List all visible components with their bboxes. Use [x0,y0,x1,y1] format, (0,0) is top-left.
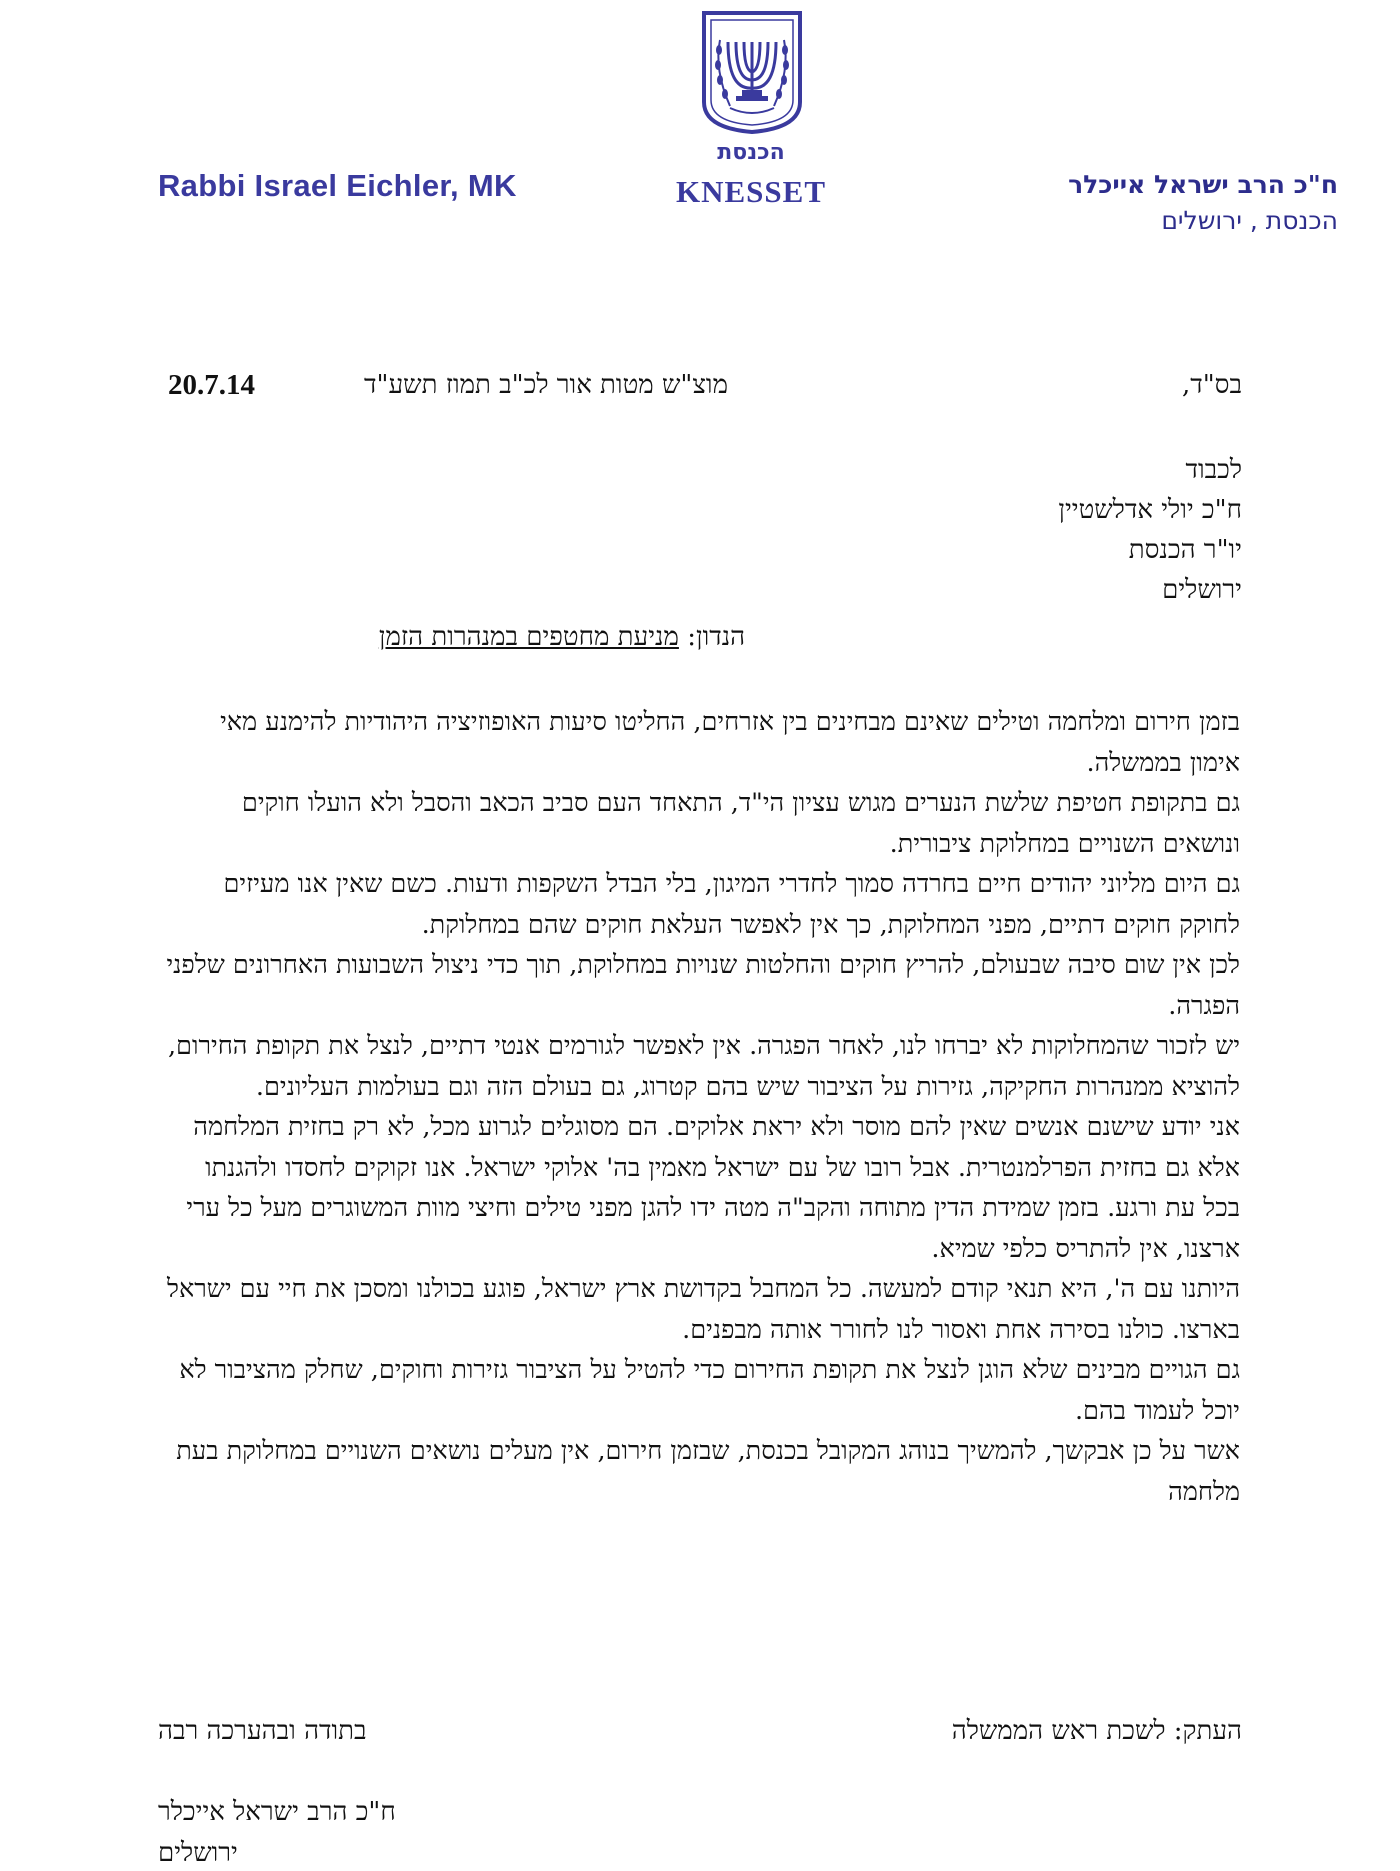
subject-text: מניעת מחטפים במנהרות הזמן [378,622,679,652]
recipient-block [1058,450,1242,610]
letterhead-english-name: Rabbi Israel Eichler, MK [158,168,517,203]
body-paragraph: גם הגויים מבינים שלא הוגן לנצל את תקופת החירום כדי להטיל על הציבור גזירות וחוקים, שחלק מהציבור לא יוכל לעמוד בהם. [179,1355,1240,1426]
recipient-line: יו"ר הכנסת [1128,535,1242,565]
copy-to-line: העתק: לשכת ראש הממשלה [951,1716,1242,1746]
hebrew-date: מוצ"ש מטות אור לכ"ב תמוז תשע"ד [364,370,728,400]
menorah-emblem-icon [700,10,804,135]
subject-label: הנדון: [687,622,746,652]
bsd-mark: בס"ד, [1181,370,1242,400]
letter-body [165,702,1240,1512]
letterhead-hebrew-name: ח"כ הרב ישראל אייכלר [1068,170,1338,199]
signature-name: ח"כ הרב ישראל אייכלר [158,1797,396,1827]
body-paragraph: בזמן חירום ומלחמה וטילים שאינם מבחינים בין אזרחים, החליטו סיעות האופוזיציה היהודיות להימנע מאי אימון בממשלה. [220,707,1240,778]
body-paragraph: אני יודע שישנם אנשים שאין להם מוסר ולא יראת אלוקים. הם מסוגלים לגרוע מכל, לא רק בחזית המלחמה אלא גם בחזית הפרלמנטרית. אבל רובו של עם ישראל מאמין בה' אלוקי ישראל. אנו זקוקים לחסדו ולהגנתו בכל עת ורגע. בזמן שמידת הדין מתוחה והקב"ה מטה ידו להגן מפני טילים וחיצי מוות המשוגרים מעל כל ערי ארצנו, אין להתריס כלפי שמיא. [186,1112,1240,1264]
body-paragraph: גם היום מליוני יהודים חיים בחרדה סמוך לחדרי המיגון, בלי הבדל השקפות ודעות. כשם שאין אנו מעיזים לחוקק חוקים דתיים, מפני המחלוקת, כך אין לאפשר העלאת חוקים שהם במחלוקת. [223,869,1240,940]
recipient-line: לכבוד [1185,455,1242,485]
closing-line: בתודה ובהערכה רבה [158,1716,367,1746]
body-paragraph: היותנו עם ה', היא תנאי קודם למעשה. כל המחבל בקדושת ארץ ישראל, פוגע בכולנו ומסכן את חיי עם ישראל בארצו. כולנו בסירה אחת ואסור לנו לחורר אותה מבפנים. [167,1274,1240,1345]
knesset-english-label: KNESSET [675,174,826,209]
body-paragraph: לכן אין שום סיבה שבעולם, להריץ חוקים והחלטות שנויות במחלוקת, תוך כדי ניצול השבועות האחרונים שלפני הפגרה. [166,950,1240,1021]
recipient-line: ח"כ יולי אדלשטיין [1058,495,1242,525]
gregorian-date: 20.7.14 [168,369,255,401]
signature-city: ירושלים [158,1838,238,1868]
subject-line [200,622,924,652]
body-paragraph: אשר על כן אבקשך, להמשיך בנוהג המקובל בכנסת, שבזמן חירום, אין מעלים נושאים השנויים במחלוקת בעת מלחמה [176,1436,1240,1507]
knesset-hebrew-label: הכנסת [717,140,785,165]
body-paragraph: יש לזכור שהמחלוקות לא יברחו לנו, לאחר הפגרה. אין לאפשר לגורמים אנטי דתיים, לנצל את תקופת החירום, להוציא ממנהרות החקיקה, גזירות על הציבור שיש בהם קטרוג, גם בעולם הזה וגם בעולמות העליונים. [167,1031,1240,1102]
recipient-line: ירושלים [1162,575,1242,605]
body-paragraph: גם בתקופת חטיפת שלשת הנערים מגוש עציון הי"ד, התאחד העם סביב הכאב והסבל ולא הועלו חוקים ונושאים השנויים במחלוקת ציבורית. [241,788,1240,859]
letterhead-hebrew-address: הכנסת , ירושלים [1161,206,1338,235]
